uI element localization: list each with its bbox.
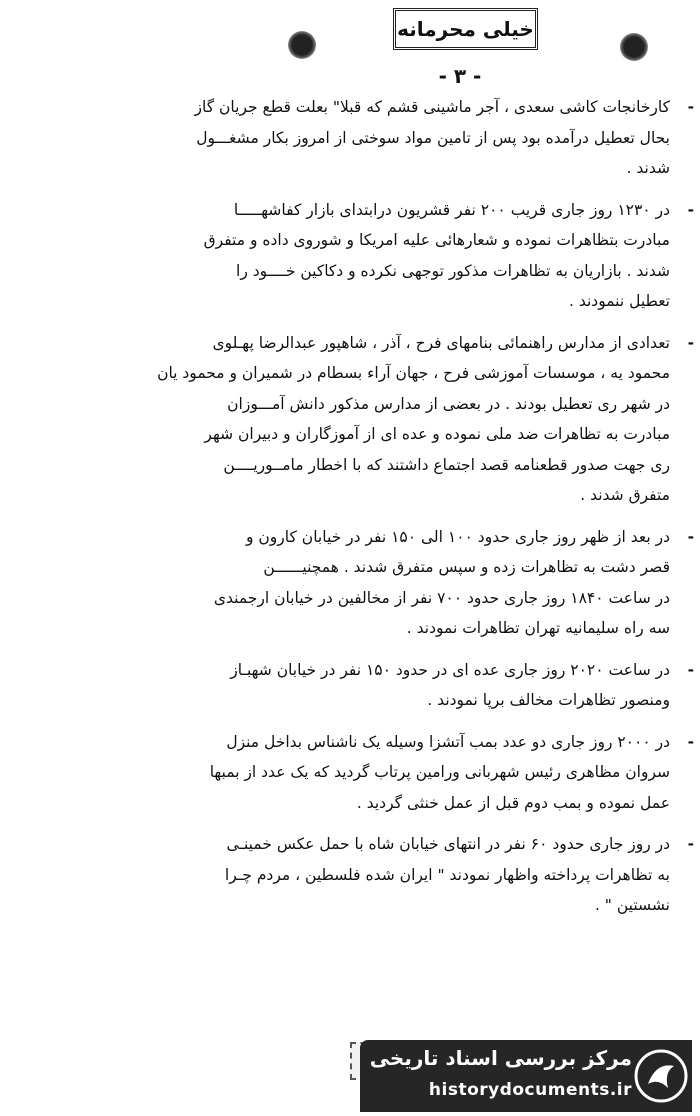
paragraph-line: تعدادی از مدارس راهنمائی بنامهای فرح ، آذر ، شاهپور عبدالرضا پهـلوی <box>212 333 670 352</box>
paragraph-line: نشستین " . <box>594 896 670 914</box>
paragraph-line: مبادرت به تظاهرات ضد ملی نموده و عده ای از آموزگاران و دبیران شهر <box>204 425 670 443</box>
punch-hole-icon <box>288 31 316 59</box>
paragraph-line: به تظاهرات پرداخته واظهار نمودند " ایران شده فلسطین ، مردم چـرا <box>224 865 670 884</box>
paragraph-line: قصر دشت به تظاهرات زده و سپس متفرق شدند . همچنیــــــن <box>263 558 670 576</box>
document-body <box>58 92 694 932</box>
punch-hole-icon <box>620 33 648 61</box>
paragraph-marker: - <box>687 333 694 352</box>
paragraph-line: تعطیل ننمودند . <box>568 292 670 310</box>
paragraph-marker: - <box>687 732 694 751</box>
paragraph-line: در شهر ری تعطیل بودند . در بعضی از مدارس مذکور دانش آمـــوزان <box>227 394 670 413</box>
paragraph-line: عمل نموده و بمب دوم قبل از عمل خنثی گردید . <box>356 793 670 812</box>
paragraph-line: ری جهت صدور قطعنامه قصد اجتماع داشتند که با اخطار مامــوریــــن <box>223 455 670 474</box>
paragraph-marker: - <box>687 835 694 853</box>
watermark-title: مرکز بررسی اسناد تاریخی <box>369 1046 632 1070</box>
watermark-banner <box>360 1040 692 1112</box>
report-paragraph <box>58 522 694 644</box>
paragraph-line: محمود یه ، موسسات آموزشی فرح ، جهان آراء بسطام در شمیران و محمود یان <box>157 364 670 382</box>
paragraph-line: در ساعت ۱۸۴۰ روز جاری حدود ۷۰۰ نفر از مخالفین در خیابان ارجمندی <box>213 588 670 607</box>
paragraph-line: بحال تعطیل درآمده بود پس از تامین مواد سوختی از امروز بکار مشغـــول <box>196 128 670 147</box>
paragraph-marker: - <box>687 200 694 219</box>
paragraph-line: در ۱۲۳۰ روز جاری قریب ۲۰۰ نفر قشریون درابتدای بازار کفاشهـــــا <box>233 200 670 219</box>
paragraph-marker: - <box>687 98 694 116</box>
paragraph-line: مبادرت بتظاهرات نموده و شعارهائی علیه امریکا و شوروی داده و متفرق <box>203 231 670 249</box>
paragraph-line: سروان مظاهری رئیس شهربانی ورامین پرتاب گردید که یک عدد از بمبها <box>209 763 670 781</box>
paragraph-line: در بعد از ظهر روز جاری حدود ۱۰۰ الی ۱۵۰ نفر در خیابان کارون و <box>246 527 670 546</box>
paragraph-line: کارخانجات کاشی سعدی ، آجر ماشینی قشم که قبلا" بعلت قطع جریان گاز <box>194 98 670 116</box>
paragraph-line: متفرق شدند . <box>580 486 670 504</box>
page-number: - ۳ - <box>438 64 482 88</box>
paragraph-line: ومنصور تظاهرات مخالف برپا نمودند . <box>427 691 670 709</box>
watermark-url: historydocuments.ir <box>428 1080 632 1100</box>
paragraph-line: در ۲۰۰۰ روز جاری دو عدد بمب آتشزا وسیله یک ناشناس بداخل منزل <box>226 732 670 751</box>
classification-stamp-text: خیلی محرمانه <box>397 17 534 41</box>
report-paragraph <box>58 328 694 511</box>
paragraph-line: شدند . <box>626 159 670 177</box>
paragraph-line: در روز جاری حدود ۶۰ نفر در انتهای خیابان شاه با حمل عکس خمینـی <box>226 835 670 853</box>
report-paragraph <box>58 829 694 921</box>
archive-logo-icon <box>634 1048 688 1104</box>
paragraph-marker: - <box>687 660 694 679</box>
paragraph-marker: - <box>687 527 694 546</box>
report-paragraph <box>58 195 694 317</box>
paragraph-line: در ساعت ۲۰۲۰ روز جاری عده ای در حدود ۱۵۰ نفر در خیابان شهبـاز <box>230 660 670 679</box>
classification-stamp <box>393 8 538 50</box>
report-paragraph <box>58 92 694 184</box>
paragraph-line: شدند . بازاریان به تظاهرات مذکور توجهی نکرده و دکاکین خــــود را <box>236 261 670 280</box>
report-paragraph <box>58 727 694 819</box>
paragraph-line: سه راه سلیمانیه تهران تظاهرات نمودند . <box>406 619 670 637</box>
report-paragraph <box>58 655 694 716</box>
